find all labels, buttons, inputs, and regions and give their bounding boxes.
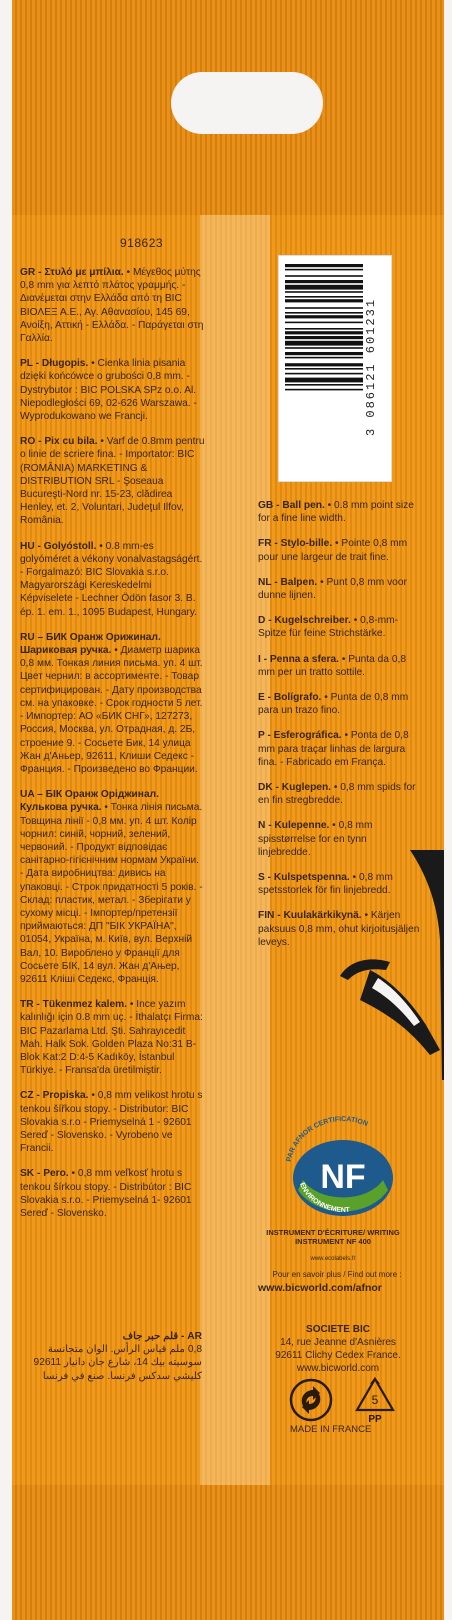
text-block-tr: TR - Tükenmez kalem. • Ince yazım kalınlığı için 0.8 mm uç. - İthalatçı Firma: BIC Pazarlama Ltd. Şti. Sahrayıcedit Mah. Halk Sok. Golden Plaza No:31 B-Blok Kat:2 D:4-5 Kadıköy, İstanbul Türkiye. - Fransa'da üretilmiştir.	[20, 999, 203, 1077]
barcode-bar	[285, 378, 363, 383]
text-block-pl: PL - Długopis. • Cienka linia pisania dzięki końcówce o grubości 0,8 mm. - Dystrybutor : BIC POLSKA SPz o.o. Al. Niepodległości 69, 02-626 Warszawa. - Wyprodukowano we Francji.	[20, 358, 197, 423]
barcode-bar	[285, 352, 363, 355]
barcode-bar	[285, 328, 363, 330]
text-block-s: S - Kulspetspenna. • 0,8 mm spetsstorlek för fin linjebredd.	[258, 872, 393, 897]
text-block-dk: DK - Kuglepen. • 0,8 mm spids for en fin stregbredde.	[258, 782, 416, 807]
text-block-ru: RU – БИК Оранж Орижинал. Шариковая ручка. • Диаметр шарика 0,8 мм. Тонкая линия письма. уп. 4 шт. Цвет чернил: в ассортименте. - Товар сертифицирован. - Дату производства см. на упаковке. - Срок годности 5 лет. - Импортер: АО «БИК СНГ», 127273, Россия, Москва, ул. Отрадная, д. 2Б, строение 9. - Сосьете Бик, 14 улица Жан д'Аньер, 92611, Клиши Седекс - Франция. - Произведено во Франции.	[20, 631, 203, 775]
text-block-gb: GB - Ball pen. • 0.8 mm point size for a fine line width.	[258, 500, 414, 525]
text-block-n: N - Kulepenne. • 0,8 mm spisstørrelse for en tynn linjebredde.	[258, 820, 373, 858]
barcode-bar	[285, 307, 363, 309]
barcode-bars	[285, 262, 365, 474]
text-block-i: I - Penna a sfera. • Punta da 0,8 mm per un tratto sottile.	[258, 653, 406, 678]
pp-recycle-icon	[353, 1376, 397, 1424]
text-block-hu: HU - Golyóstoll. • 0.8 mm-es golyóméret a vékony vonalvastagságért. - Forgalmazó: BIC Slovakia s.r.o. Magyarországi Kereskedelmi Képviselete - Lechner Ödön fasor 3. B. ép. 1. em. 1., 1095 Budapest, Hungary.	[20, 540, 203, 618]
text-block-fin: FIN - Kuulakärkikynä. • Kärjen paksuus 0,8 mm, ohut kirjoitusjäljen leveys.	[258, 910, 420, 948]
company-name: SOCIETE BIC	[306, 1324, 370, 1335]
recycling-icon	[289, 1378, 333, 1422]
hang-hole	[171, 72, 323, 134]
text-block-ua: UA – БІК Оранж Оріджинал. Кулькова ручка. • Тонка лінія письма. Товщина лінії - 0,8 мм. уп. 4 шт. Колір чорнил: синій, чорний, зелений, червоний. - Продукт відповідає санітарно-гігієнічним нормам України. - Дата виробництва: дивись на упаковці. - Строк придатності 5 років. - Склад: пластик, метал. - Зберігати у сухому місці. - Імпортер/претензії приймаються: ДП "БІК УКРАЇНА", 01054, Україна, м. Київ, вул. Верхній Вал, 10. Вироблено у Франції для Сосьете БІК, 14 вул. Жан д'Ањер, 92611 Клішi Седекс, Франція.	[20, 789, 203, 985]
ecolabels-text: www.ecolabels.fr	[310, 1256, 356, 1262]
barcode-bar	[285, 264, 363, 267]
barcode-bar	[285, 291, 363, 293]
company-address-line1: 14, rue Jeanne d'Asnières	[280, 1337, 396, 1348]
barcode-bar	[285, 275, 363, 277]
afnor-url: www.bicworld.com/afnor	[258, 1282, 382, 1294]
barcode-bar	[285, 280, 363, 283]
text-block-e: E - Bolígrafo. • Punta de 0,8 mm para un trazo fino.	[258, 692, 409, 717]
more-info-text: Pour en savoir plus / Find out more :	[272, 1270, 402, 1279]
pen-illustration	[330, 850, 444, 1080]
bottom-ribbed-band	[12, 1485, 444, 1620]
nf-env-text: ENVIRONNEMENT	[298, 1181, 351, 1215]
barcode-bar	[285, 315, 363, 318]
nf-logo-text: NF	[320, 1158, 366, 1196]
nf-instrument-text: INSTRUMENT D'ÉCRITURE/ WRITING INSTRUMENT NF 400	[266, 1228, 400, 1246]
barcode-bar	[285, 331, 363, 334]
barcode-digits: 3 086121 601231	[364, 297, 378, 437]
pp-label: PP	[368, 1414, 382, 1424]
company-address-line2: 92611 Clichy Cedex France.	[275, 1350, 401, 1361]
barcode-bar	[285, 299, 363, 302]
made-in-france: MADE IN FRANCE	[290, 1424, 372, 1435]
company-address	[258, 1323, 418, 1375]
text-block-ro: RO - Pix cu bila. • Varf de 0.8mm pentru o linie de scriere fina. - Importator: BIC (ROMÂNIA) MARKETING & DISTRIBUTION SRL - Şoseaua Bucureşti-Nord nr. 15-23, clădirea Henley, et. 2, Voluntari, Judeţul Ilfov, România.	[20, 436, 205, 527]
text-block-gr: GR - Στυλό με μπίλια. • Μέγεθος μύτης 0,8 mm για λεπτό πλάτος γραμμής. - Διανέμεται στην Ελλάδα από τη BIC ΒΙΟΛΕΞ Α.Ε., Αγ. Αθανασίου, 145 69, Ανοίξη, Αττική - Ελλάδα. - Παράγεται στη Γαλλία.	[20, 267, 204, 345]
text-block-sk: SK - Pero. • 0,8 mm veľkosť hrotu s tenkou šírkou stopy. - Distribútor : BIC Slovakia s.r.o. - Priemyselná 1- 92601 Sereď - Slovensko.	[20, 1168, 192, 1219]
barcode-bar	[285, 373, 363, 375]
barcode-bar	[285, 269, 363, 271]
text-block-d: D - Kugelschreiber. • 0,8-mm-Spitze für feine Strichstärke.	[258, 615, 399, 640]
recycle-number: 5	[371, 1393, 379, 1407]
text-block-fr: FR - Stylo-bille. • Pointe 0,8 mm pour une largeur de trait fine.	[258, 538, 408, 563]
nf-arc-text: PAR AFNOR CERTIFICATION	[285, 1116, 369, 1163]
text-block-cz: CZ - Propiska. • 0,8 mm velikost hrotu s tenkou šířkou stopy. - Distributor: BIC Slovakia s.r.o - Priemyselná 1 - 92601 Sereď - Slovensko. - Vyrobeno ve Francii.	[20, 1090, 203, 1155]
barcode-bar	[285, 384, 363, 386]
barcode-bar	[285, 368, 363, 370]
top-ribbed-band	[12, 0, 444, 215]
barcode-bar	[285, 347, 363, 349]
text-block-p: P - Esferográfica. • Ponta de 0,8 mm para traçar linhas de largura fina. - Fabricado em França.	[258, 730, 409, 768]
barcode-bar	[285, 296, 363, 298]
barcode-bar	[285, 341, 363, 346]
left-text-column	[20, 266, 205, 1232]
company-web: www.bicworld.com	[296, 1363, 380, 1374]
product-code: 918623	[120, 236, 164, 250]
text-block-nl: NL - Balpen. • Punt 0,8 mm voor dunne lijnen.	[258, 576, 407, 602]
barcode-bar	[285, 357, 363, 359]
barcode-bar	[285, 312, 363, 314]
barcode-bar	[285, 363, 363, 366]
nf-environnement-logo	[278, 1110, 408, 1225]
barcode-bar	[285, 285, 363, 290]
text-block-ar: AR - قلم حبر جاف 0,8 ملم قياس الرأس. الوان متجانسة سوسيته بيك 14، شارع جان دانيار 92611 كليشي سدكس فرنسا. صنع في فرنسا	[33, 1331, 202, 1382]
barcode-bar	[285, 336, 363, 339]
barcode-bar	[285, 322, 363, 324]
barcode-bar	[285, 389, 363, 391]
